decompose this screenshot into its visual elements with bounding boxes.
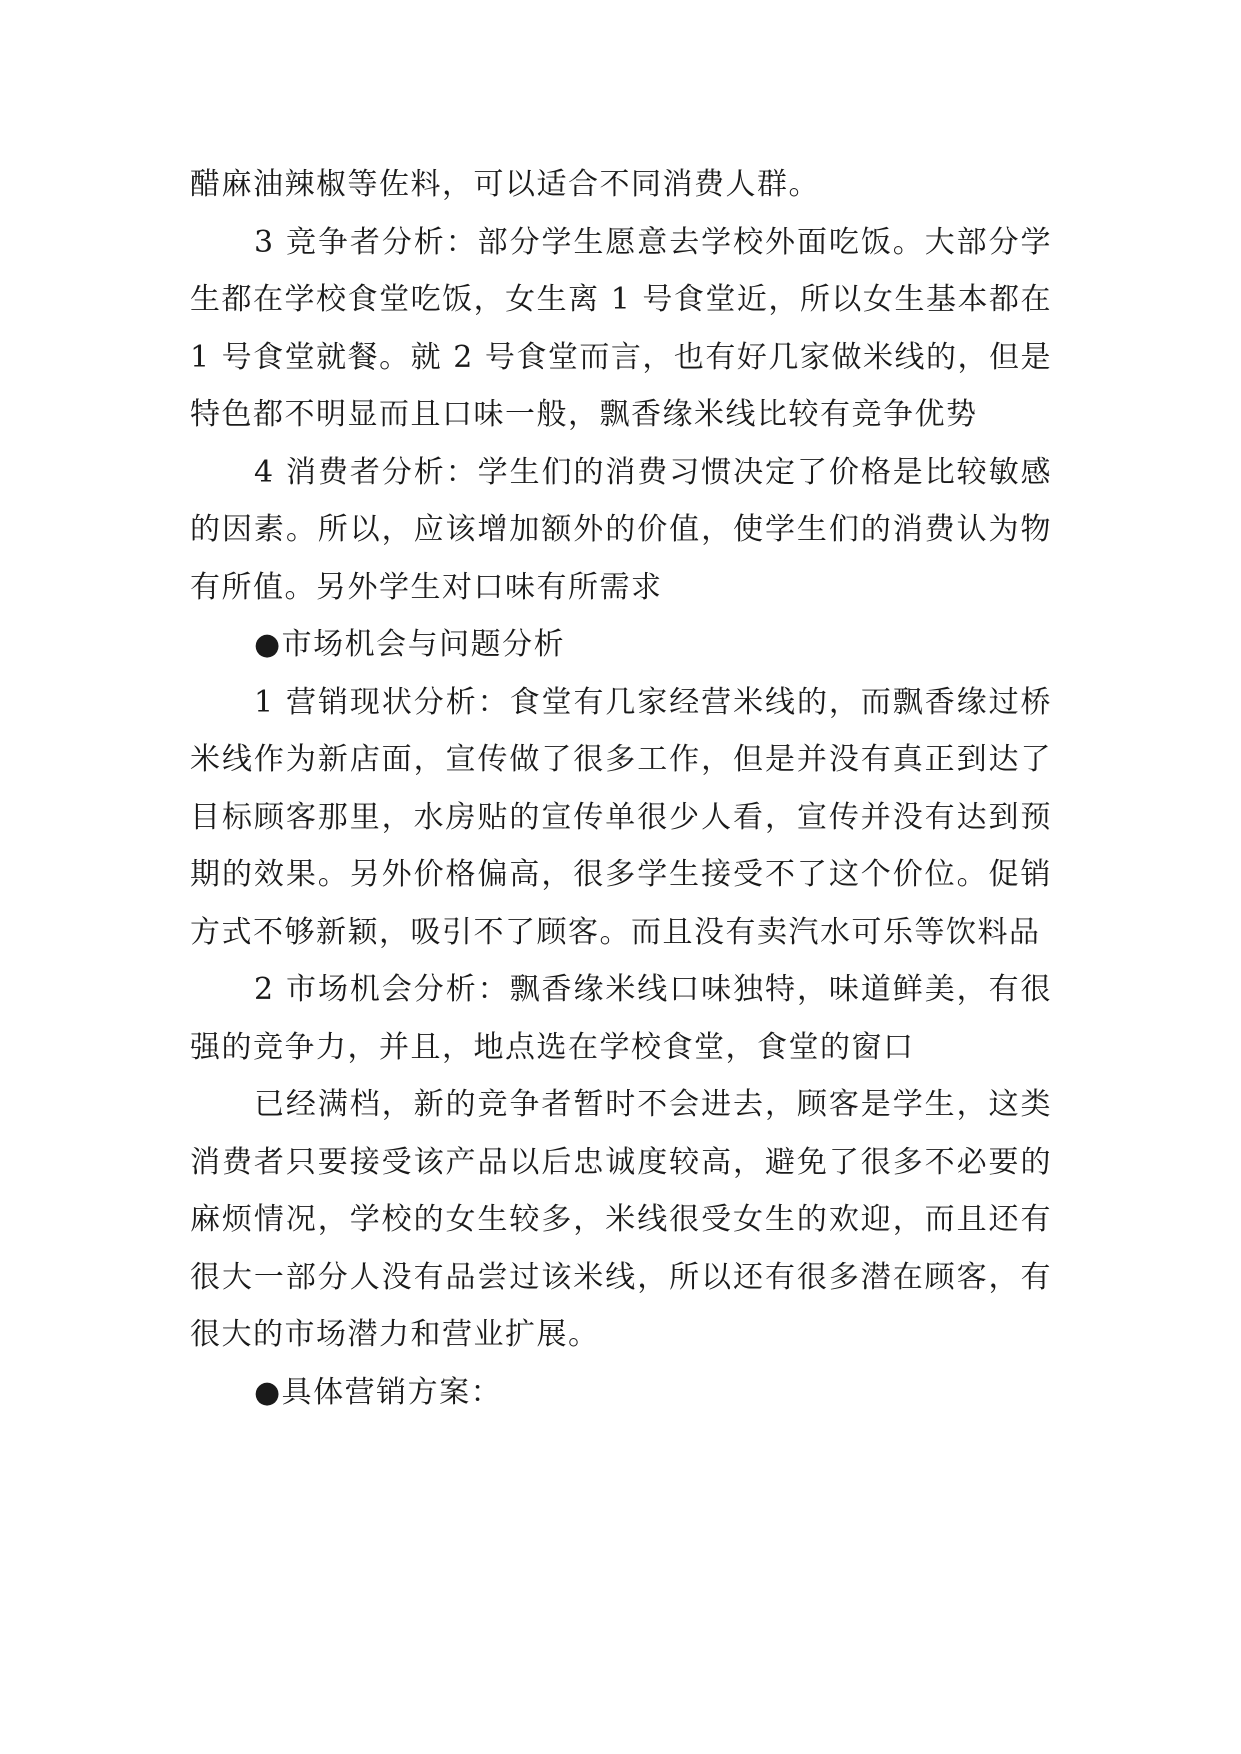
paragraph-marketing-status: 1 营销现状分析：食堂有几家经营米线的，而飘香缘过桥米线作为新店面，宣传做了很多工作，但是并没有真正到达了目标顾客那里，水房贴的宣传单很少人看，宣传并没有达到预期的效果。另外价格偏高，很多学生接受不了这个价位。促销方式不够新颖，吸引不了顾客。而且没有卖汽水可乐等饮料品	[190, 684, 1052, 950]
heading-marketing-plan: ●具体营销方案：	[254, 1374, 503, 1410]
paragraph-seasoning: 醋麻油辣椒等佐料，可以适合不同消费人群。	[190, 167, 820, 202]
paragraph-competitor-analysis: 3 竞争者分析：部分学生愿意去学校外面吃饭。大部分学生都在学校食堂吃饭，女生离 1 号食堂近，所以女生基本都在 1 号食堂就餐。就 2 号食堂而言，也有好几家做米线的，但是特色都不明显而且口味一般，飘香缘米线比较有竞争优势	[190, 224, 1052, 432]
paragraph-consumer-analysis: 4 消费者分析：学生们的消费习惯决定了价格是比较敏感的因素。所以，应该增加额外的价值，使学生们的消费认为物有所值。另外学生对口味有所需求	[190, 454, 1052, 605]
heading-market-opportunity: ●市场机会与问题分析	[254, 627, 566, 662]
paragraph-market-potential: 已经满档，新的竞争者暂时不会进去，顾客是学生，这类消费者只要接受该产品以后忠诚度较高，避免了很多不必要的麻烦情况，学校的女生较多，米线很受女生的欢迎，而且还有很大一部分人没有品尝过该米线，所以还有很多潜在顾客，有很大的市场潜力和营业扩展。	[190, 1087, 1052, 1352]
document-body	[190, 156, 1052, 1421]
paragraph-market-opportunity: 2 市场机会分析：飘香缘米线口味独特，味道鲜美，有很强的竞争力，并且，地点选在学校食堂，食堂的窗口	[190, 972, 1052, 1065]
